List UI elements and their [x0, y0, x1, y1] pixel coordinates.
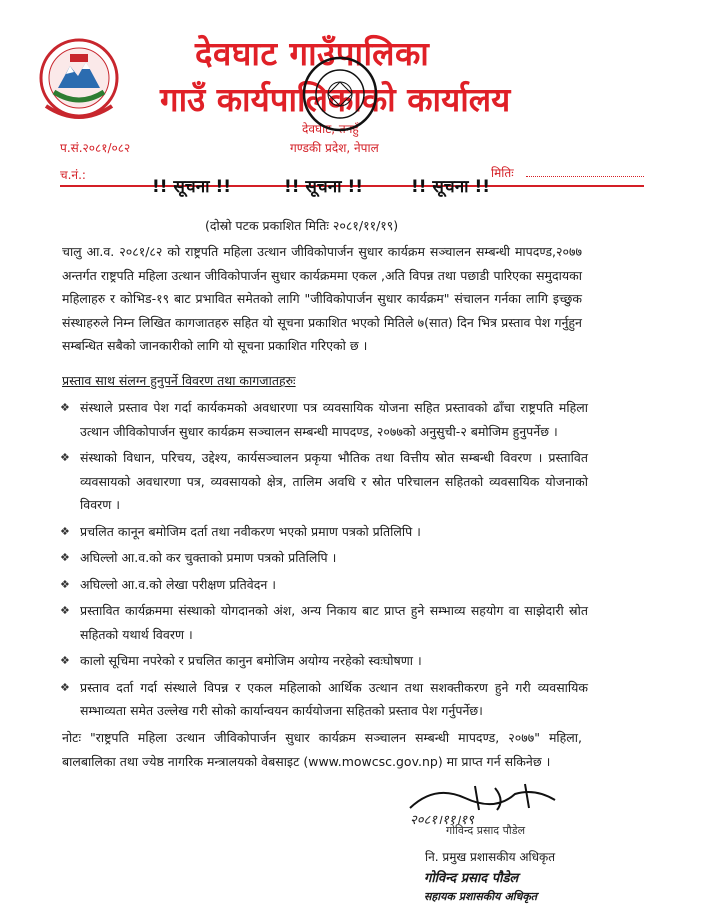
list-item — [58, 676, 588, 723]
list-item — [58, 396, 588, 443]
office-address-line2: गण्डकी प्रदेश, नेपाल — [290, 141, 379, 155]
body-paragraph: चालु आ.व. २०८१/८२ को राष्ट्रपति महिला उत्थान जीविकोपार्जन सुधार कार्यक्रम सञ्चालन सम्बन्धी मापदण्ड,२०७७ अन्तर्गत राष्ट्रपति महिला उत्थान जीविकोपार्जन सुधार कार्यक्रममा एकल ,अति विपन्न तथा पछाडी पारिएका समुदायका महिलाहरु र कोभिड-१९ बाट प्रभावित समेतको लागि "जीविकोपार्जन सुधार कार्यक्रम" संचालन गर्नका लागि इच्छुक संस्थाहरुले निम्न लिखित कागजातहरु सहित यो सूचना प्रकाशित भएको मितिले ७(सात) दिन भित्र प्रस्ताव पेश गर्नुहुन सम्बन्धित सबैको जानकारीको लागि यो सूचना प्रकाशित गरिएको छ । — [62, 244, 582, 353]
date-dotted-line — [526, 176, 644, 177]
signatory-designation: नि. प्रमुख प्रशासकीय अधिकृत — [425, 850, 556, 864]
list-item-text: अघिल्लो आ.व.को लेखा परीक्षण प्रतिवेदन । — [80, 576, 277, 592]
diamond-bullet-icon: ❖ — [60, 524, 70, 538]
list-item — [58, 573, 588, 597]
diamond-bullet-icon: ❖ — [60, 680, 70, 694]
office-address-line1: देवघाट, तनहुँ — [302, 122, 359, 136]
list-item-text: प्रस्तावित कार्यक्रममा संस्थाको योगदानको अंश, अन्य निकाय बाट प्राप्त हुने सम्भाव्य सहयोग वा साझेदारी स्रोत सहितको यथार्थ विवरण । — [80, 603, 588, 642]
diamond-bullet-icon: ❖ — [60, 401, 70, 414]
publication-date-note: (दोस्रो पटक प्रकाशित मितिः २०८१/११/१९) — [205, 218, 399, 233]
notice-heading-2: !! सूचना !! — [284, 177, 363, 197]
diamond-bullet-icon: ❖ — [60, 604, 70, 617]
office-title-line1: देवघाट गाउँपालिका — [195, 34, 430, 73]
office-seal — [300, 54, 380, 134]
diamond-bullet-icon: ❖ — [60, 654, 70, 667]
diamond-bullet-icon: ❖ — [60, 451, 70, 464]
notice-heading-1: !! सूचना !! — [152, 177, 231, 197]
reference-number: प.सं.२०८१/०८२ — [60, 141, 131, 155]
notice-heading-3: !! सूचना !! — [411, 177, 490, 197]
list-item — [58, 446, 588, 517]
diamond-bullet-icon: ❖ — [60, 577, 70, 591]
requirements-heading: प्रस्ताव साथ संलग्न हुनुपर्ने विवरण तथा कागजातहरुः — [62, 373, 296, 388]
list-item — [58, 520, 588, 544]
requirements-list — [58, 396, 588, 726]
list-item-text: कालो सूचिमा नपरेको र प्रचलित कानुन बमोजिम अयोग्य नरहेको स्वःघोषणा । — [80, 653, 422, 668]
list-item-text: प्रचलित कानून बमोजिम दर्ता तथा नवीकरण भएको प्रमाण पत्रको प्रतिलिपि । — [80, 523, 421, 539]
list-item-text: संस्थाको विधान, परिचय, उद्देश्य, कार्यसञ्चालन प्रकृया भौतिक तथा वित्तीय स्रोत सम्बन्धी विवरण । प्रस्तावित व्यवसायको अवधारणा पत्र, व्यवसायको क्षेत्र, तालिम अवधि र स्रोत परिचालन सहितको व्यवसायिक योजनाको विवरण । — [80, 450, 588, 512]
list-item-text: संस्थाले प्रस्ताव पेश गर्दा कार्यकमको अवधारणा पत्र व्यवसायिक योजना सहित प्रस्तावको ढाँचा राष्ट्रपति महिला उत्थान जीविकोपार्जन सुधार कार्यक्रम सञ्चालन सम्बन्धी मापदण्ड, २०७७को अनुसुची-२ बमोजिम हुनुपर्नेछ । — [80, 400, 588, 439]
signatory-name: गोविन्द प्रसाद पौडेल — [446, 824, 526, 837]
list-item — [58, 649, 588, 673]
signature-date: २०८१।११।१९ — [410, 813, 474, 828]
diamond-bullet-icon: ❖ — [60, 551, 70, 564]
list-item — [58, 599, 588, 646]
date-label: मितिः — [491, 166, 514, 180]
note-paragraph: नोटः "राष्ट्रपति महिला उत्थान जीविकोपार्जन सुधार कार्यक्रम सञ्चालन सम्बन्धी मापदण्ड, २०७७" महिला, बालबालिका तथा ज्येष्ठ नागरिक मन्त्रालयको वेबसाइट (www.mowcsc.gov.np) मा प्राप्त गर्न सकिनेछ । — [62, 730, 582, 769]
office-title-line2: गाउँ कार्यपालिकाको कार्यालय — [160, 80, 511, 119]
municipality-emblem — [38, 36, 120, 122]
dispatch-number-label: च.नं.: — [60, 168, 86, 182]
list-item-text: अघिल्लो आ.व.को कर चुक्ताको प्रमाण पत्रको प्रतिलिपि । — [80, 550, 337, 565]
list-item — [58, 546, 588, 570]
list-item-text: प्रस्ताव दर्ता गर्दा संस्थाले विपन्न र एकल महिलाको आर्थिक उत्थान तथा सशक्तीकरण हुने गरी व्यवसायिक सम्भाव्यता समेत उल्लेख गरी सोको कार्यान्वयन कार्ययोजना सहितको प्रस्ताव पेश गर्नुपर्नेछ। — [80, 679, 588, 718]
stamp-designation: सहायक प्रशासकीय अधिकृत — [424, 890, 538, 903]
stamp-name: गोविन्द प्रसाद पौडेल — [424, 871, 519, 886]
